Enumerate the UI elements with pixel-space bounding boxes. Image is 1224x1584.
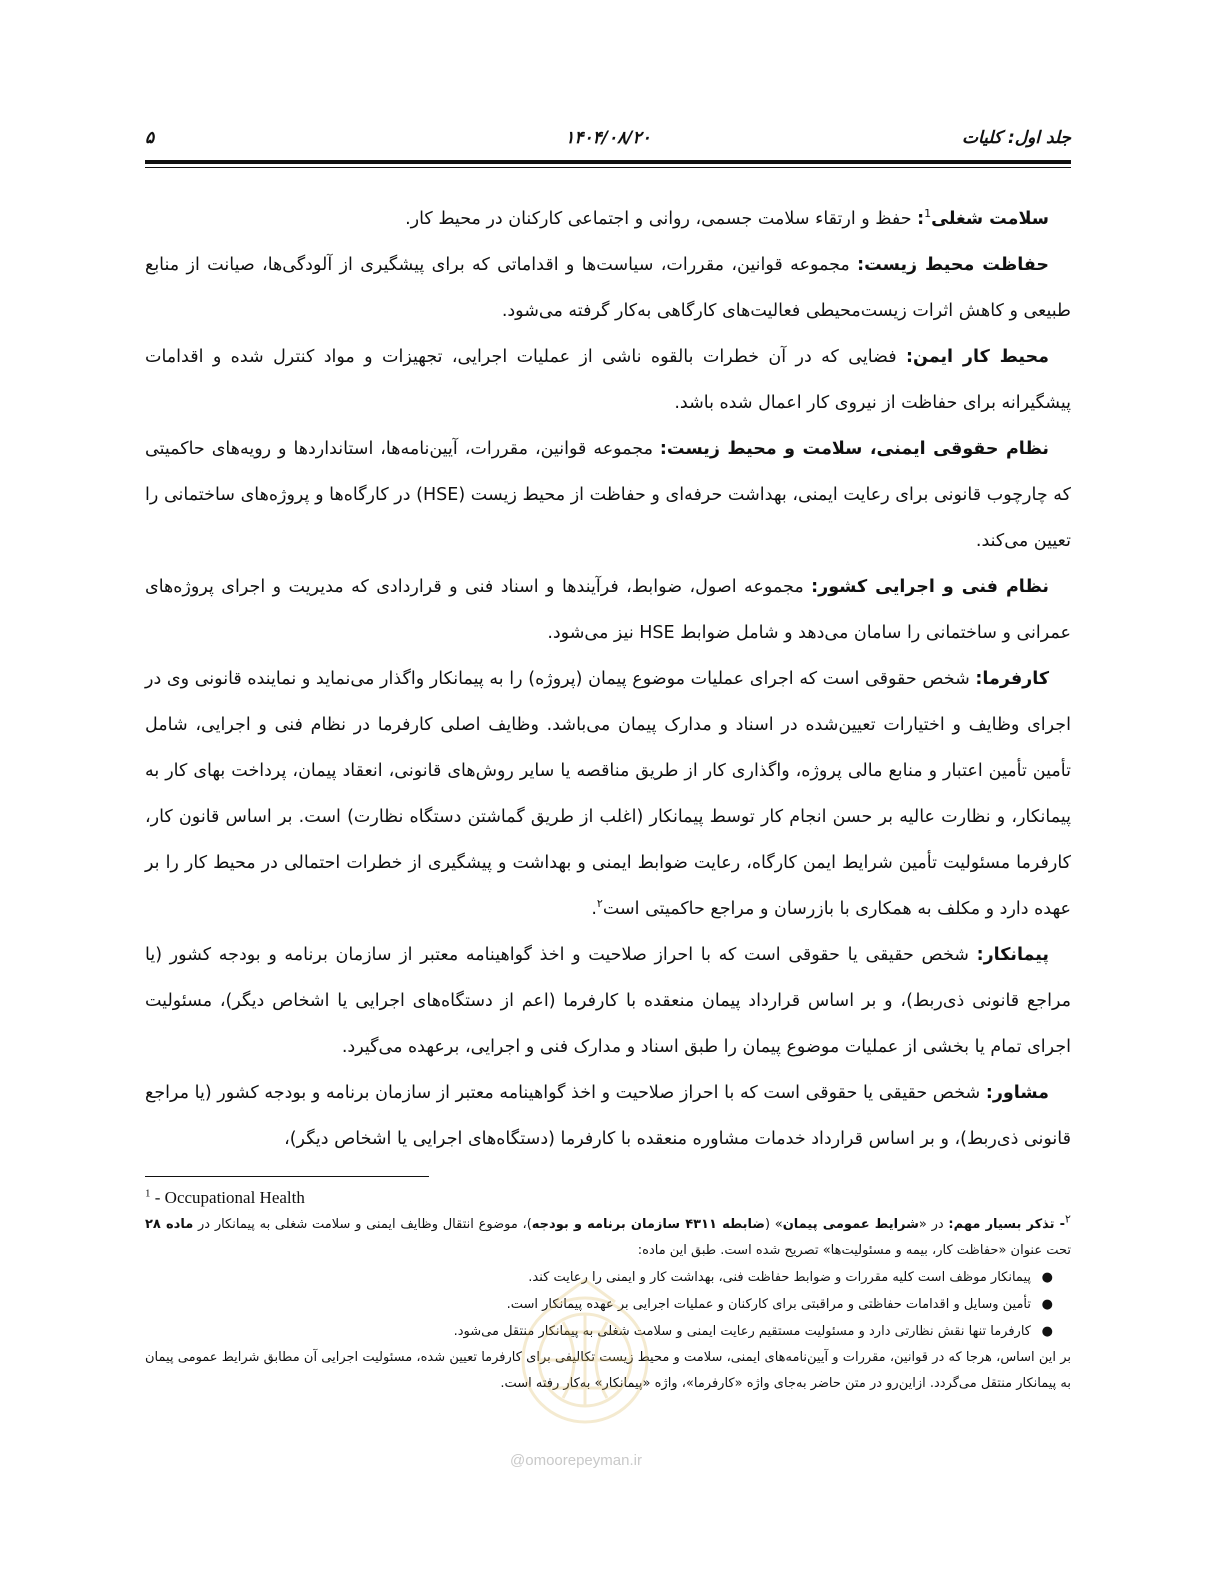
footnote-bold: ماده ۲۸	[145, 1217, 194, 1232]
definition-text: مجموعه قوانین، مقررات، آیین‌نامه‌ها، استانداردها و رویه‌های حاکمیتی که چارچوب قانونی برای رعایت ایمنی، بهداشت حرفه‌ای و حفاظت از محیط زیست (HSE) در کارگاه‌ها و پروژه‌های ساختمانی را تعیین می‌کند.	[145, 439, 1071, 551]
definition-contractor	[145, 932, 1071, 1070]
definition-hse-legal-system	[145, 426, 1071, 564]
watermark-logo-icon	[505, 1272, 665, 1442]
definition-term: محیط کار ایمن:	[905, 347, 1049, 367]
page-number: ۵	[145, 128, 155, 148]
definition-end: .	[591, 899, 597, 919]
definition-text: فضایی که در آن خطرات بالقوه ناشی از عملیات اجرایی، تجهیزات و مواد کنترل شده و اقدامات پیشگیرانه برای حفاظت از نیروی کار اعمال شده باشد.	[145, 347, 1071, 413]
list-item-text: کارفرما تنها نقش نظارتی دارد و مسئولیت مستقیم رعایت ایمنی و سلامت شغلی به پیمانکار منتقل می‌شود.	[453, 1324, 1031, 1339]
definition-employer	[145, 656, 1071, 932]
definition-environment-protection	[145, 242, 1071, 334]
footnote-mark: ۲	[1065, 1212, 1071, 1226]
definition-term: نظام حقوقی ایمنی، سلامت و محیط زیست:	[659, 439, 1049, 459]
footnote-text: » (	[764, 1217, 783, 1232]
footnote-text: در «	[918, 1217, 949, 1232]
footnote-2-intro	[145, 1212, 1071, 1264]
volume-title: جلد اول: کلیات	[961, 128, 1071, 148]
definition-text: مجموعه قوانین، مقررات، سیاست‌ها و اقداماتی که برای پیشگیری از آلودگی‌ها، صیانت از منابع طبیعی و کاهش اثرات زیست‌محیطی فعالیت‌های کارگاهی به‌کار گرفته می‌شود.	[145, 255, 1071, 321]
watermark-url: @omoorepeyman.ir	[510, 1452, 642, 1469]
body-text	[145, 196, 1071, 1162]
definition-text: مجموعه اصول، ضوابط، فرآیندها و اسناد فنی و قراردادی که مدیریت و اجرای پروژه‌های عمرانی و ساختمانی را سامان می‌دهد و شامل ضوابط HSE نیز می‌شود.	[145, 577, 1071, 643]
footnote-separator	[145, 1176, 429, 1177]
header-date: ۱۴۰۴/۰۸/۲۰	[565, 128, 651, 148]
definition-safe-workplace	[145, 334, 1071, 426]
definition-consultant	[145, 1070, 1071, 1162]
footnote-2-closing: بر این اساس، هرجا که در قوانین، مقررات و آیین‌نامه‌های ایمنی، سلامت و محیط زیست تکالیفی برای کارفرما تعیین شده، مسئولیت اجرایی آن مطابق شرایط عمومی پیمان به پیمانکار منتقل می‌گردد. ازاین‌رو در متن حاضر به‌جای واژه «کارفرما»، واژه «پیمانکار» به‌کار رفته است.	[145, 1350, 1071, 1391]
footnote-mark: 1	[145, 1187, 151, 1200]
page-header	[145, 128, 1071, 158]
definition-text: شخص حقیقی یا حقوقی است که با احراز صلاحیت و اخذ گواهینامه معتبر از سازمان برنامه و بودجه کشور (یا مراجع قانونی ذی‌ربط)، و بر اساس قرارداد خدمات مشاوره منعقده با کارفرما (دستگاه‌های اجرایی یا اشخاص دیگر)،	[145, 1083, 1071, 1149]
list-item-text: پیمانکار موظف است کلیه مقررات و ضوابط حفاظت فنی، بهداشت کار و ایمنی را رعایت کند.	[528, 1270, 1031, 1285]
definition-term: حفاظت محیط زیست:	[857, 255, 1049, 275]
bullet-icon: ●	[1041, 1324, 1053, 1339]
definition-text: شخص حقیقی یا حقوقی است که با احراز صلاحیت و اخذ گواهینامه معتبر از سازمان برنامه و بودجه کشور (یا مراجع قانونی ذی‌ربط)، و بر اساس قرارداد پیمان منعقده با کارفرما (اعم از دستگاه‌های اجرایی یا اشخاص دیگر)، مسئولیت اجرای تمام یا بخشی از عملیات موضوع پیمان را طبق اسناد و مدارک فنی و اجرایی، برعهده می‌گیرد.	[145, 945, 1071, 1057]
definition-term: پیمانکار:	[976, 945, 1049, 965]
definition-term: کارفرما:	[975, 669, 1049, 689]
bullet-icon: ●	[1041, 1297, 1053, 1312]
definition-technical-system	[145, 564, 1071, 656]
header-rule-thick	[145, 160, 1071, 164]
footnote-lead: - تذکر بسیار مهم:	[948, 1217, 1066, 1232]
footnote-ref: 1	[924, 207, 932, 221]
header-rule-thin	[145, 167, 1071, 168]
definition-text: شخص حقوقی است که اجرای عملیات موضوع پیمان (پروژه) را به پیمانکار واگذار می‌نماید و نماینده قانونی وی در اجرای وظایف و اختیارات تعیین‌شده در اسناد و مدارک پیمان می‌باشد. وظایف اصلی کارفرما در نظام فنی و اجرایی، شامل تأمین تأمین اعتبار و منابع مالی پروژه، واگذاری کار از طریق مناقصه یا سایر روش‌های قانونی، انعقاد پیمان، پرداخت بهای کار به پیمانکار، و نظارت عالیه بر حسن انجام کار توسط پیمانکار (اغلب از طریق گماشتن دستگاه نظارت) است. بر اساس قانون کار، کارفرما مسئولیت تأمین شرایط ایمن کارگاه، رعایت ضوابط ایمنی و بهداشت و پیشگیری از خطرات احتمالی در محیط کار را بر عهده دارد و مکلف به همکاری با بازرسان و مراجع حاکمیتی است	[145, 669, 1071, 919]
definition-term: سلامت شغلی	[931, 209, 1049, 229]
bullet-icon: ●	[1041, 1270, 1053, 1285]
footnote-bold: شرایط عمومی پیمان	[782, 1217, 919, 1232]
footnote-1	[145, 1188, 745, 1208]
definition-term: نظام فنی و اجرایی کشور:	[811, 577, 1049, 597]
footnote-text: )، موضوع انتقال وظایف ایمنی و سلامت شغلی به پیمانکار در	[193, 1217, 532, 1232]
footnote-bold: ضابطه ۴۳۱۱ سازمان برنامه و بودجه	[531, 1217, 765, 1232]
footnote-text: تحت عنوان «حفاظت کار، بیمه و مسئولیت‌ها» تصریح شده است. طبق این ماده:	[637, 1243, 1071, 1258]
definition-colon: :	[917, 209, 925, 229]
definition-text: حفظ و ارتقاء سلامت جسمی، روانی و اجتماعی کارکنان در محیط کار.	[405, 209, 918, 229]
list-item-text: تأمین وسایل و اقدامات حفاظتی و مراقبتی برای کارکنان و عملیات اجرایی بر عهده پیمانکار است.	[506, 1297, 1031, 1312]
footnote-text: - Occupational Health	[150, 1188, 305, 1207]
footnote-ref: ۲	[596, 897, 603, 911]
definition-term: مشاور:	[985, 1083, 1049, 1103]
definition-occupational-health	[145, 196, 1071, 242]
